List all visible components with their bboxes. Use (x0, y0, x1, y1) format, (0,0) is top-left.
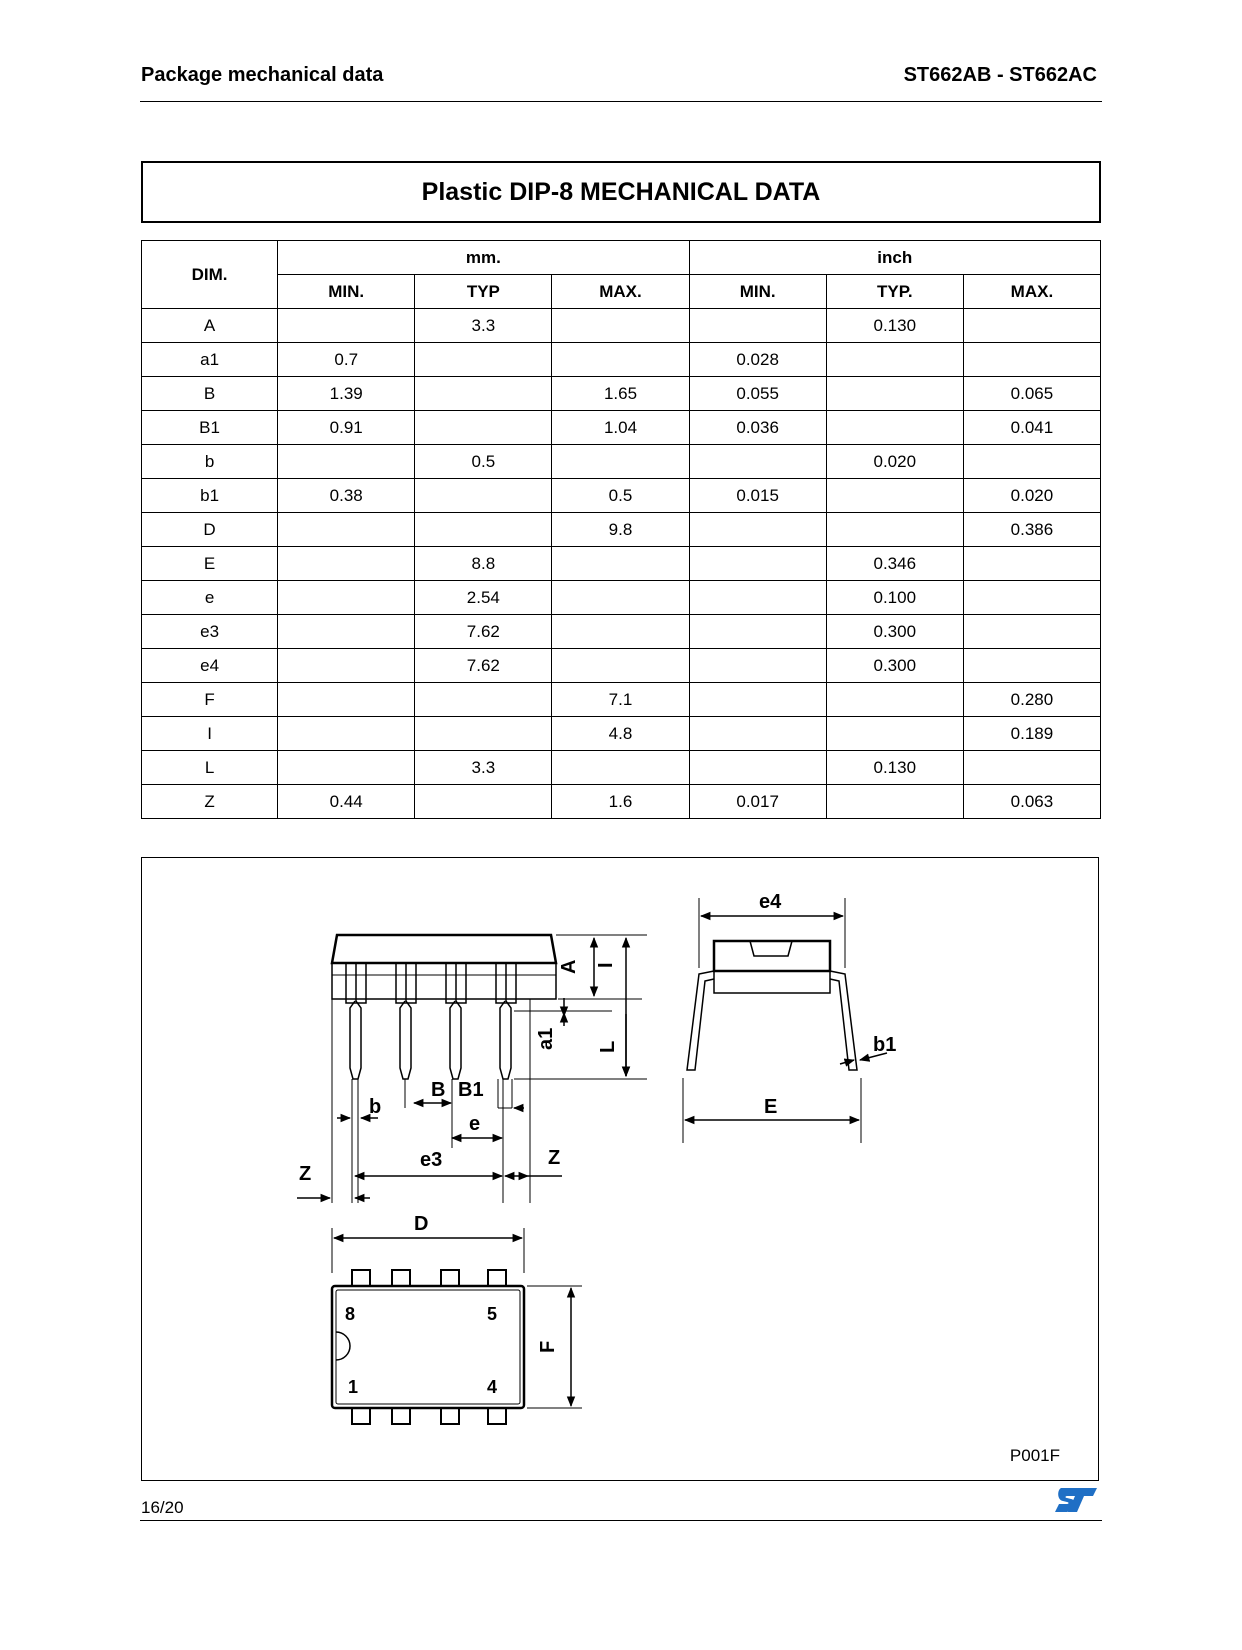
figure-code: P001F (1009, 1446, 1060, 1465)
value-cell (552, 343, 689, 377)
dim-cell: a1 (142, 343, 278, 377)
value-cell (415, 343, 552, 377)
value-cell (415, 683, 552, 717)
dim-cell: B1 (142, 411, 278, 445)
value-cell (415, 513, 552, 547)
dim-cell: B (142, 377, 278, 411)
label-Z-right: Z (548, 1147, 561, 1169)
value-cell (963, 547, 1100, 581)
value-cell: 7.62 (415, 615, 552, 649)
inch-max-header: MAX. (963, 275, 1100, 309)
value-cell (689, 649, 826, 683)
table-row (142, 343, 1101, 377)
value-cell: 0.065 (963, 377, 1100, 411)
st-logo-icon (1053, 1486, 1099, 1514)
table-row (142, 785, 1101, 819)
value-cell (826, 343, 963, 377)
value-cell (963, 445, 1100, 479)
table-row (142, 479, 1101, 513)
value-cell (826, 513, 963, 547)
label-B: B (431, 1079, 446, 1101)
value-cell (689, 513, 826, 547)
pin-1-label: 1 (348, 1377, 359, 1397)
value-cell (963, 615, 1100, 649)
value-cell (826, 411, 963, 445)
value-cell (278, 751, 415, 785)
value-cell (963, 649, 1100, 683)
table-row (142, 717, 1101, 751)
dip8-outline-drawing (142, 858, 1098, 1480)
value-cell: 0.5 (415, 445, 552, 479)
value-cell: 0.130 (826, 309, 963, 343)
value-cell (552, 649, 689, 683)
mm-header: mm. (278, 241, 689, 275)
dim-cell: b1 (142, 479, 278, 513)
value-cell (689, 717, 826, 751)
dim-cell: D (142, 513, 278, 547)
value-cell (826, 479, 963, 513)
dim-cell: b (142, 445, 278, 479)
label-e3: e3 (420, 1149, 443, 1171)
table-row (142, 751, 1101, 785)
table-row (142, 377, 1101, 411)
value-cell: 1.39 (278, 377, 415, 411)
value-cell: 0.386 (963, 513, 1100, 547)
value-cell: 0.346 (826, 547, 963, 581)
value-cell (278, 615, 415, 649)
value-cell (963, 309, 1100, 343)
value-cell (278, 547, 415, 581)
value-cell: 0.130 (826, 751, 963, 785)
label-F: F (537, 1340, 559, 1353)
value-cell: 0.063 (963, 785, 1100, 819)
pin-5-label: 5 (487, 1304, 498, 1324)
value-cell: 1.65 (552, 377, 689, 411)
pin-4-label: 4 (487, 1377, 498, 1397)
value-cell (689, 581, 826, 615)
table-row (142, 683, 1101, 717)
header-divider (140, 101, 1102, 102)
label-A: A (558, 959, 580, 974)
table-row (142, 309, 1101, 343)
mm-min-header: MIN. (278, 275, 415, 309)
value-cell (552, 615, 689, 649)
dim-cell: e4 (142, 649, 278, 683)
table-row (142, 649, 1101, 683)
value-cell (415, 785, 552, 819)
value-cell (278, 445, 415, 479)
value-cell: 0.055 (689, 377, 826, 411)
label-a1: a1 (535, 1027, 557, 1050)
dim-cell: I (142, 717, 278, 751)
value-cell (826, 683, 963, 717)
mechanical-data-table (141, 240, 1101, 819)
value-cell (963, 751, 1100, 785)
dim-cell: e3 (142, 615, 278, 649)
value-cell (552, 309, 689, 343)
footer-divider (140, 1520, 1102, 1521)
value-cell (552, 445, 689, 479)
value-cell (552, 751, 689, 785)
value-cell: 0.036 (689, 411, 826, 445)
value-cell (689, 309, 826, 343)
dim-cell: e (142, 581, 278, 615)
table-row (142, 581, 1101, 615)
inch-typ-header: TYP. (826, 275, 963, 309)
value-cell: 0.100 (826, 581, 963, 615)
value-cell: 0.041 (963, 411, 1100, 445)
label-b: b (369, 1096, 382, 1118)
value-cell: 0.280 (963, 683, 1100, 717)
value-cell (552, 581, 689, 615)
table-row (142, 445, 1101, 479)
value-cell: 0.5 (552, 479, 689, 513)
label-Z-left: Z (299, 1163, 312, 1185)
table-row (142, 513, 1101, 547)
table-row (142, 547, 1101, 581)
value-cell (552, 547, 689, 581)
value-cell: 0.38 (278, 479, 415, 513)
value-cell (689, 445, 826, 479)
header-section-title: Package mechanical data (141, 64, 384, 86)
value-cell: 2.54 (415, 581, 552, 615)
value-cell: 0.91 (278, 411, 415, 445)
value-cell: 0.015 (689, 479, 826, 513)
value-cell: 3.3 (415, 751, 552, 785)
value-cell (415, 377, 552, 411)
label-D: D (414, 1213, 429, 1235)
label-b1: b1 (873, 1034, 897, 1056)
pin-8-label: 8 (345, 1304, 356, 1324)
value-cell (278, 309, 415, 343)
value-cell: 1.6 (552, 785, 689, 819)
value-cell: 0.020 (963, 479, 1100, 513)
value-cell (826, 717, 963, 751)
value-cell: 0.300 (826, 615, 963, 649)
inch-header: inch (689, 241, 1100, 275)
inch-min-header: MIN. (689, 275, 826, 309)
mm-max-header: MAX. (552, 275, 689, 309)
dim-cell: F (142, 683, 278, 717)
dim-cell: Z (142, 785, 278, 819)
value-cell (278, 717, 415, 751)
value-cell: 1.04 (552, 411, 689, 445)
mm-typ-header: TYP (415, 275, 552, 309)
value-cell: 3.3 (415, 309, 552, 343)
dim-cell: A (142, 309, 278, 343)
value-cell: 8.8 (415, 547, 552, 581)
value-cell: 0.7 (278, 343, 415, 377)
label-L: L (597, 1040, 619, 1053)
table-row (142, 615, 1101, 649)
value-cell: 0.017 (689, 785, 826, 819)
label-e4: e4 (759, 891, 782, 913)
value-cell (689, 615, 826, 649)
value-cell (689, 547, 826, 581)
value-cell (278, 513, 415, 547)
header-document-title: ST662AB - ST662AC (903, 64, 1097, 86)
value-cell: 0.44 (278, 785, 415, 819)
value-cell (963, 581, 1100, 615)
value-cell: 7.62 (415, 649, 552, 683)
value-cell (278, 683, 415, 717)
package-drawing (141, 857, 1099, 1481)
label-E: E (764, 1096, 778, 1118)
value-cell: 0.020 (826, 445, 963, 479)
dim-cell: E (142, 547, 278, 581)
value-cell: 4.8 (552, 717, 689, 751)
table-title: Plastic DIP-8 MECHANICAL DATA (141, 161, 1101, 223)
page-number: 16/20 (141, 1498, 184, 1517)
table-row (142, 411, 1101, 445)
value-cell: 9.8 (552, 513, 689, 547)
value-cell: 0.300 (826, 649, 963, 683)
value-cell: 0.189 (963, 717, 1100, 751)
value-cell (278, 649, 415, 683)
dim-header: DIM. (142, 241, 278, 309)
value-cell (278, 581, 415, 615)
value-cell (415, 717, 552, 751)
label-e: e (469, 1113, 481, 1135)
value-cell (689, 683, 826, 717)
value-cell (415, 479, 552, 513)
value-cell (826, 785, 963, 819)
value-cell (826, 377, 963, 411)
value-cell: 7.1 (552, 683, 689, 717)
value-cell: 0.028 (689, 343, 826, 377)
value-cell (963, 343, 1100, 377)
label-B1: B1 (458, 1079, 484, 1101)
label-I: I (595, 962, 617, 968)
dim-cell: L (142, 751, 278, 785)
value-cell (415, 411, 552, 445)
value-cell (689, 751, 826, 785)
